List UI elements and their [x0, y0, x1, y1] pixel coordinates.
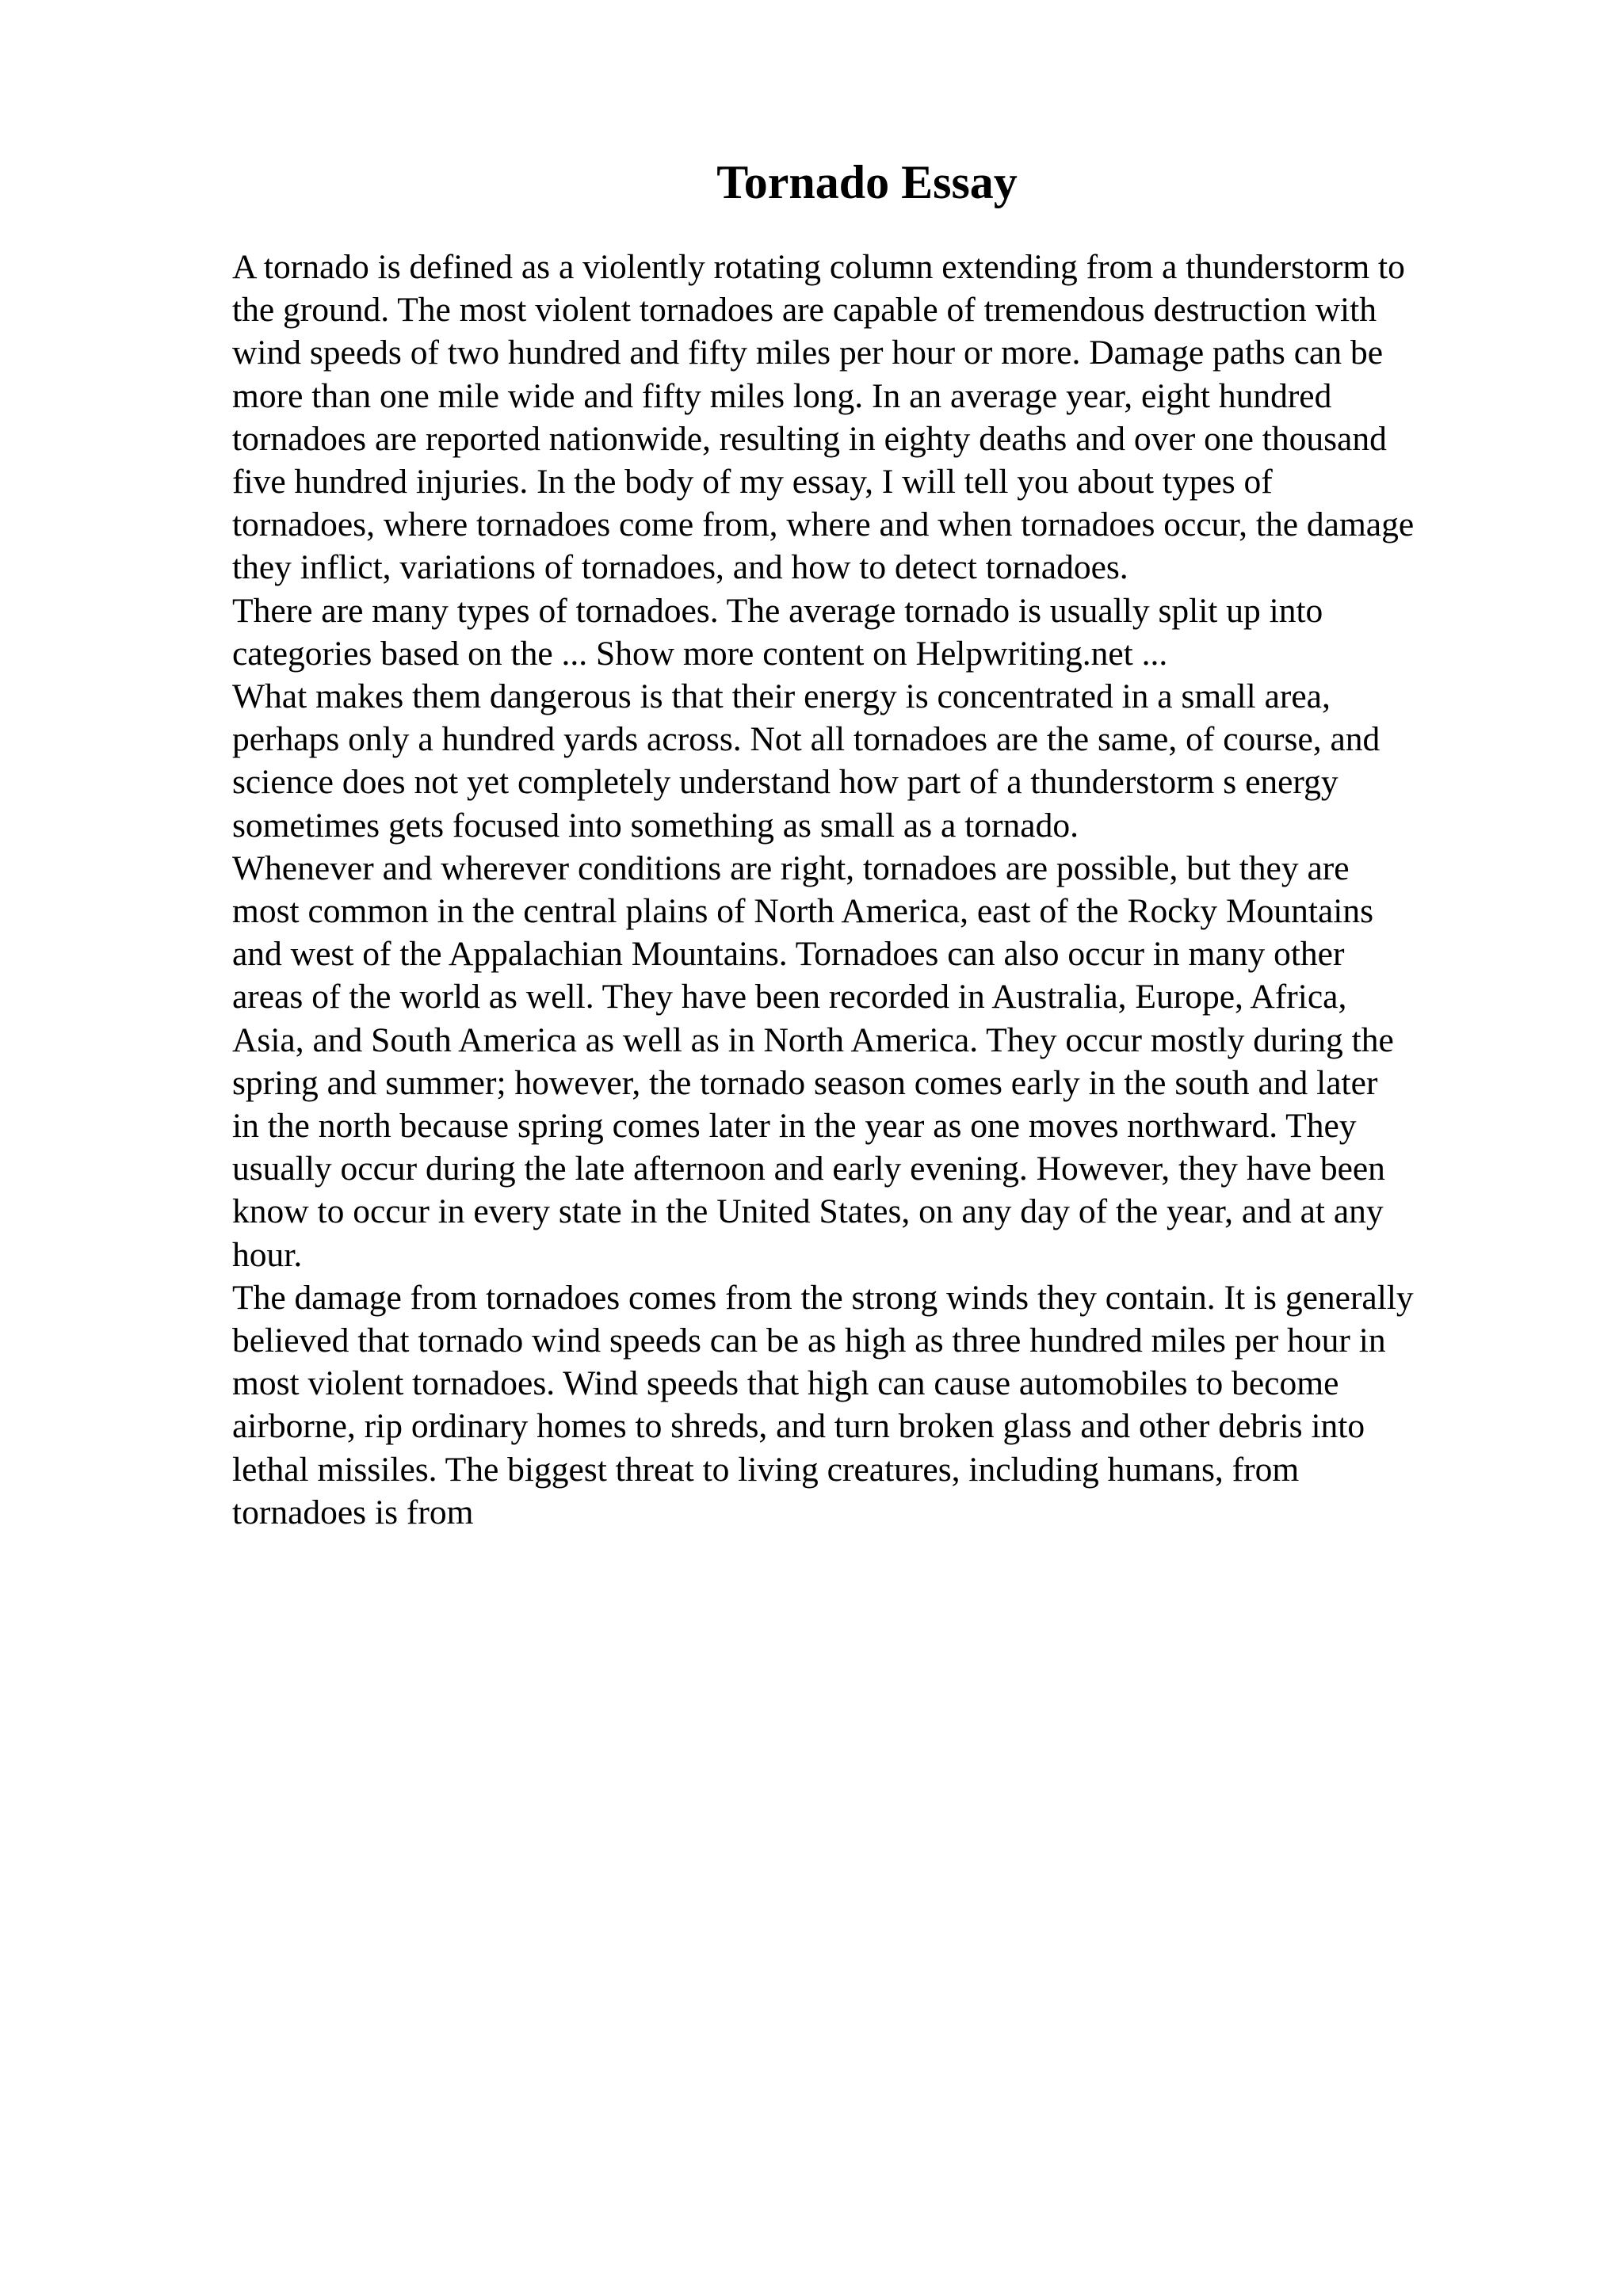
text-line: tornadoes is from [232, 1493, 474, 1531]
text-line: most common in the central plains of North America, east of the Rocky Mountains [232, 892, 1374, 931]
text-line: most violent tornadoes. Wind speeds that high can cause automobiles to become [232, 1364, 1339, 1403]
text-line: more than one mile wide and fifty miles long. In an average year, eight hundred [232, 376, 1332, 415]
text-line: in the north because spring comes later in the year as one moves northward. They [232, 1107, 1357, 1146]
text-line: they inflict, variations of tornadoes, and how to detect tornadoes. [232, 548, 1128, 587]
text-line: the ground. The most violent tornadoes are capable of tremendous destruction with [232, 291, 1377, 330]
text-line: and west of the Appalachian Mountains. Tornadoes can also occur in many other [232, 935, 1345, 974]
document-title: Tornado Essay [716, 156, 1018, 208]
text-line: spring and summer; however, the tornado season comes early in the south and later [232, 1063, 1378, 1102]
text-line: There are many types of tornadoes. The average tornado is usually split up into [232, 591, 1323, 630]
text-line: know to occur in every state in the United States, on any day of the year, and at any [232, 1192, 1384, 1231]
text-line: Asia, and South America as well as in North America. They occur mostly during the [232, 1020, 1394, 1059]
document-body [232, 246, 1516, 1534]
text-line: wind speeds of two hundred and fifty miles per hour or more. Damage paths can be [232, 334, 1384, 372]
text-line: categories based on the ... Show more content on Helpwriting.net ... [232, 634, 1168, 673]
text-line: Whenever and wherever conditions are right, tornadoes are possible, but they are [232, 849, 1350, 887]
text-line: What makes them dangerous is that their energy is concentrated in a small area, [232, 677, 1331, 716]
text-line: tornadoes are reported nationwide, resulting in eighty deaths and over one thousand [232, 419, 1387, 458]
text-line: sometimes gets focused into something as small as a tornado. [232, 806, 1079, 845]
text-line: believed that tornado wind speeds can be as high as three hundred miles per hour in [232, 1322, 1386, 1360]
text-line: The damage from tornadoes comes from the strong winds they contain. It is generally [232, 1278, 1414, 1317]
text-line: five hundred injuries. In the body of my essay, I will tell you about types of [232, 463, 1273, 502]
text-line: perhaps only a hundred yards across. Not all tornadoes are the same, of course, and [232, 720, 1381, 759]
text-line: usually occur during the late afternoon and early evening. However, they have been [232, 1150, 1385, 1188]
text-line: science does not yet completely understand how part of a thunderstorm s energy [232, 763, 1338, 802]
text-line: hour. [232, 1235, 303, 1274]
text-line: airborne, rip ordinary homes to shreds, and turn broken glass and other debris into [232, 1407, 1365, 1446]
text-line: lethal missiles. The biggest threat to living creatures, including humans, from [232, 1450, 1300, 1489]
text-line: areas of the world as well. They have been recorded in Australia, Europe, Africa, [232, 978, 1347, 1016]
text-line: tornadoes, where tornadoes come from, where and when tornadoes occur, the damage [232, 505, 1415, 544]
text-line: A tornado is defined as a violently rotating column extending from a thunderstorm to [232, 248, 1405, 286]
